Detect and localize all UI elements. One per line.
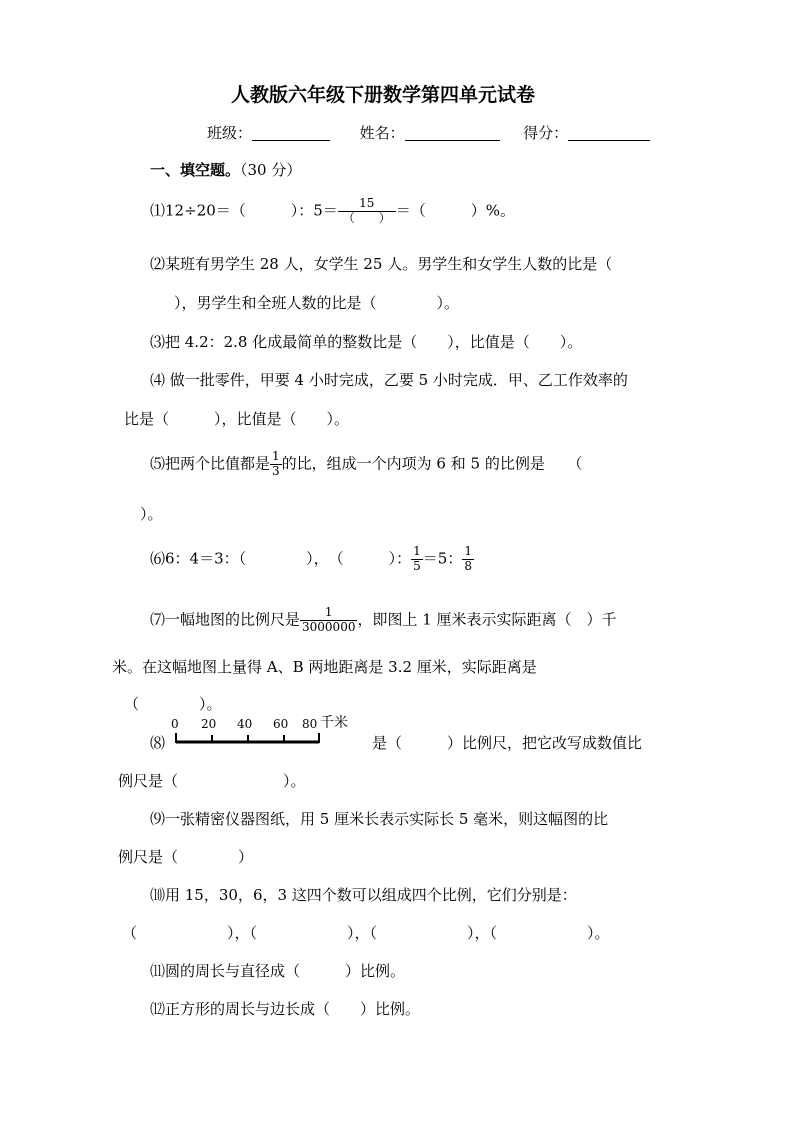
question-8-number: ⑻ xyxy=(150,734,166,752)
scale-bar xyxy=(168,716,328,750)
q6-f2-num: 1 xyxy=(464,544,472,558)
q6-fraction-1 xyxy=(411,545,423,574)
question-8-line2: 例尺是（ ）。 xyxy=(118,772,306,790)
q1-frac-den: （ ） xyxy=(342,210,391,225)
question-5 xyxy=(150,450,582,479)
q1-fraction xyxy=(338,197,396,226)
q6-f1-num: 1 xyxy=(413,544,421,558)
question-11: ⑾圆的周长与直径成（ ）比例。 xyxy=(150,962,406,980)
q5-frac-num: 1 xyxy=(272,449,280,463)
question-2-line2: ），男学生和全班人数的比是（ ）。 xyxy=(174,294,460,312)
line-scale xyxy=(168,716,368,750)
q7-text-a: ⑺一幅地图的比例尺是 xyxy=(150,610,301,629)
score-label: 得分： xyxy=(523,124,569,142)
question-2-line1: ⑵某班有男学生 28 人，女学生 25 人。男学生和女学生人数的比是（ xyxy=(150,255,613,273)
q6-f2-den: 8 xyxy=(464,558,472,573)
student-info-row xyxy=(207,126,650,141)
q7-text-b: ，即图上 1 厘米表示实际距离（ ）千 xyxy=(357,610,617,629)
question-9-line1: ⑼一张精密仪器图纸，用 5 厘米长表示实际长 5 毫米，则这幅图的比 xyxy=(150,810,609,828)
q7-fraction xyxy=(300,606,357,635)
question-10-line1: ⑽用 15，30，6，3 这四个数可以组成四个比例，它们分别是： xyxy=(150,886,577,904)
section-points: （30 分） xyxy=(240,161,302,179)
q1-frac-num: 15 xyxy=(338,197,396,212)
q5-frac-den: 3 xyxy=(272,463,280,478)
question-8-text: 是（ ）比例尺，把它改写成数值比 xyxy=(372,734,643,752)
scale-tick-label-80: 80 xyxy=(302,717,318,731)
q1-text-a: ⑴12÷20＝（ ）：5＝ xyxy=(150,201,338,220)
q1-text-b: ＝（ ）%。 xyxy=(395,201,516,220)
question-3: ⑶把 4.2：2.8 化成最简单的整数比是（ ），比值是（ ）。 xyxy=(150,333,583,351)
scale-tick-label-40: 40 xyxy=(237,717,253,731)
question-7-line3: （ ）。 xyxy=(124,695,222,713)
scale-tick-label-20: 20 xyxy=(201,717,217,731)
q5-text-b: 的比，组成一个内项为 6 和 5 的比例是 （ xyxy=(281,454,583,473)
scale-unit: 千米 xyxy=(320,715,348,731)
q6-text-a: ⑹6：4＝3：（ ）， （ ）： xyxy=(150,549,412,568)
question-10-line2: （ ），（ ），（ ），（ ）。 xyxy=(122,924,610,942)
q6-fraction-2 xyxy=(462,545,474,574)
class-field[interactable] xyxy=(252,140,330,141)
class-label: 班级： xyxy=(207,124,253,142)
question-6 xyxy=(150,545,474,574)
q7-frac-den: 3000000 xyxy=(302,619,356,634)
q7-frac-num: 1 xyxy=(300,606,357,621)
q5-text-a: ⑸把两个比值都是 xyxy=(150,454,271,473)
scale-tick-label-0: 0 xyxy=(171,717,179,731)
q6-text-b: ＝5： xyxy=(422,549,463,568)
name-label: 姓名： xyxy=(359,124,405,142)
q6-f1-den: 5 xyxy=(413,558,421,573)
question-9-line2: 例尺是（ ） xyxy=(118,848,254,866)
section-title: 一、填空题。 xyxy=(150,161,241,179)
question-4-line2: 比是（ ），比值是（ ）。 xyxy=(124,410,350,428)
question-12: ⑿正方形的周长与边长成（ ）比例。 xyxy=(150,1000,421,1018)
question-7-line2: 米。在这幅地图上量得 A、B 两地距离是 3.2 厘米，实际距离是 xyxy=(112,658,537,676)
question-4-line1: ⑷ 做一批零件，甲要 4 小时完成，乙要 5 小时完成．甲、乙工作效率的 xyxy=(150,371,628,389)
page-title: 人教版六年级下册数学第四单元试卷 xyxy=(231,84,536,106)
q5-fraction xyxy=(270,450,282,479)
name-field[interactable] xyxy=(405,140,500,141)
question-7 xyxy=(150,606,617,635)
question-1 xyxy=(150,197,515,226)
question-5-line2: ）。 xyxy=(140,505,163,523)
scale-tick-label-60: 60 xyxy=(273,717,289,731)
section-heading xyxy=(150,163,301,178)
score-field[interactable] xyxy=(568,140,650,141)
